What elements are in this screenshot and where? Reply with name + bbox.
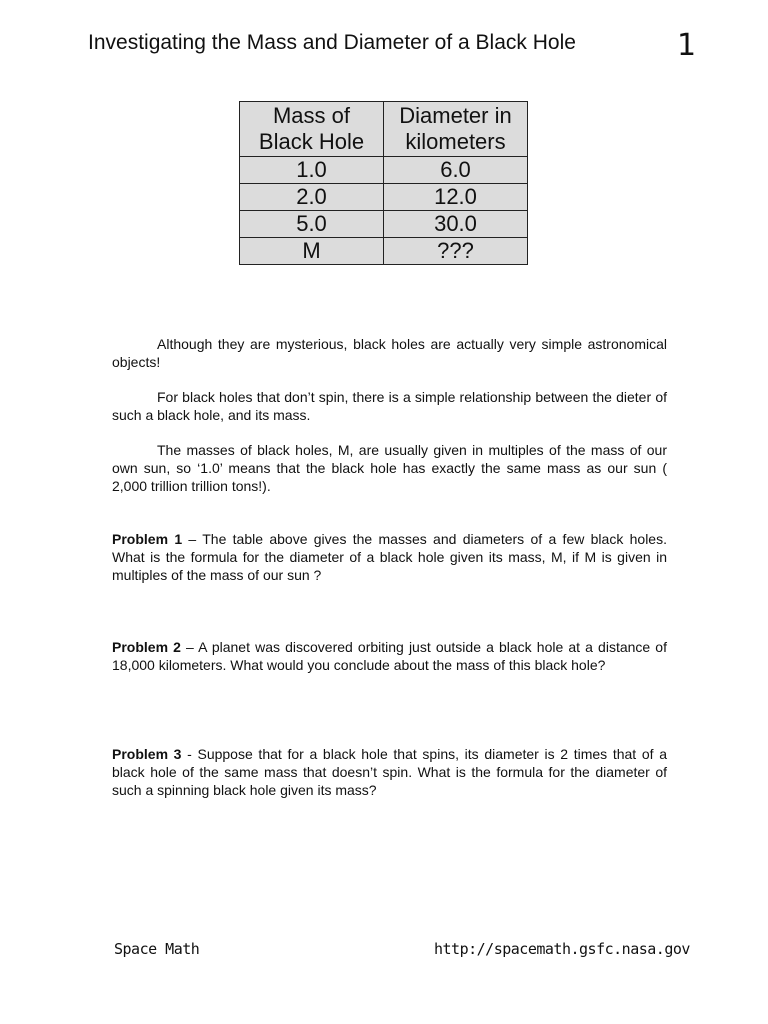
table-header-text: Diameter in: [399, 103, 512, 128]
table-cell-diameter: ???: [384, 238, 528, 265]
intro-paragraph: Although they are mysterious, black holes are actually very simple astronomical objects!: [112, 336, 667, 370]
mass-units-paragraph: The masses of black holes, M, are usually given in multiples of the mass of our own sun, so ‘1.0’ means that the black hole has exactly the same mass as our sun ( 2,000 trillion trillion tons!).: [112, 442, 667, 494]
table-cell-mass: M: [240, 238, 384, 265]
problem-text: - Suppose that for a black hole that spins, its diameter is 2 times that of a black hole of the same mass that doesn’t spin. What is the formula for the diameter of such a spinning black hole given its mass?: [112, 746, 667, 798]
problem-label: Problem 2: [112, 639, 181, 655]
problem-1: [112, 530, 667, 584]
table-cell-mass: 2.0: [240, 184, 384, 211]
problem-text: – The table above gives the masses and diameters of a few black holes. What is the formula for the diameter of a black hole given its mass, M, if M is given in multiples of the mass of our sun ?: [112, 531, 667, 583]
table-header-diameter: [384, 102, 528, 157]
page-title: Investigating the Mass and Diameter of a Black Hole: [88, 31, 576, 54]
mass-diameter-table: [239, 101, 528, 265]
table-cell-diameter: 12.0: [384, 184, 528, 211]
table-header-text: Black Hole: [258, 129, 365, 154]
table-cell-diameter: 6.0: [384, 157, 528, 184]
table-row: [240, 238, 528, 265]
table-header-row: [240, 102, 528, 157]
table-cell-mass: 1.0: [240, 157, 384, 184]
problem-label: Problem 1: [112, 531, 183, 547]
footer-left: Space Math: [114, 940, 200, 958]
table-cell-diameter: 30.0: [384, 211, 528, 238]
table-row: [240, 157, 528, 184]
problem-3: [112, 745, 667, 799]
table-cell-mass: 5.0: [240, 211, 384, 238]
table-header-text: Mass of: [272, 103, 351, 128]
table-header-text: kilometers: [405, 129, 506, 154]
table-row: [240, 211, 528, 238]
problem-text: – A planet was discovered orbiting just outside a black hole at a distance of 18,000 kilometers. What would you conclude about the mass of this black hole?: [112, 639, 667, 673]
footer-url[interactable]: http://spacemath.gsfc.nasa.gov: [434, 940, 690, 958]
problem-label: Problem 3: [112, 746, 182, 762]
problem-2: [112, 638, 667, 674]
table-header-mass: [240, 102, 384, 157]
relationship-paragraph: For black holes that don’t spin, there is a simple relationship between the dieter of such a black hole, and its mass.: [112, 389, 667, 423]
page-number: 1: [677, 28, 697, 63]
table-row: [240, 184, 528, 211]
